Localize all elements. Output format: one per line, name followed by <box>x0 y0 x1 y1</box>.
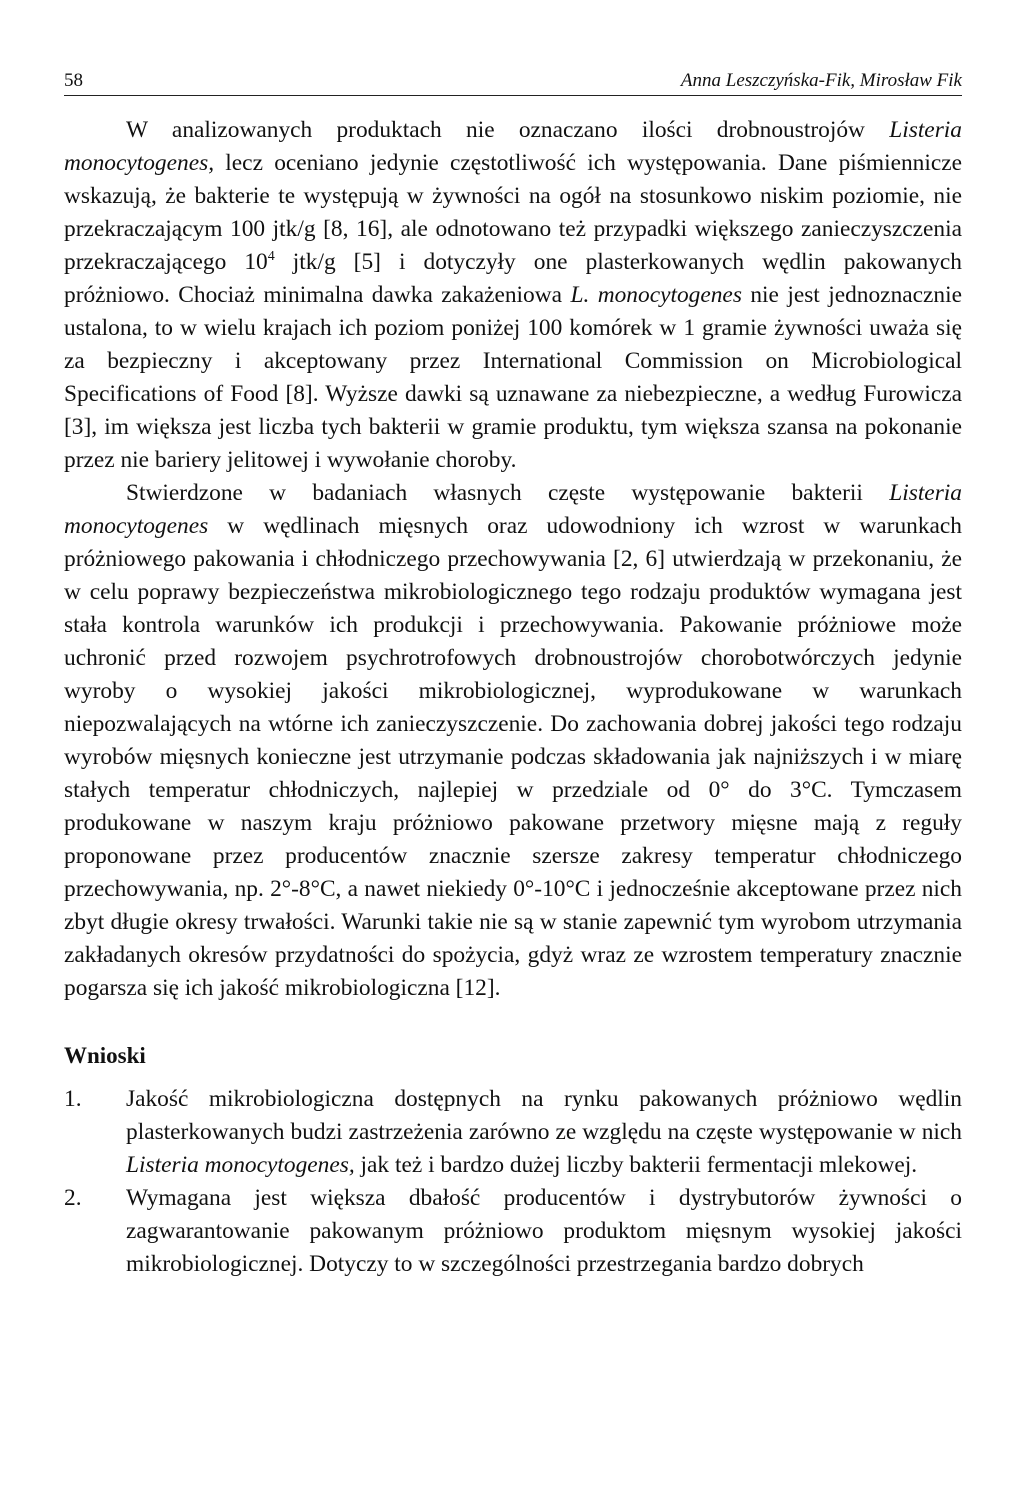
text-run: lecz oceniano jedynie częstotliwość ich występowania. Dane piśmiennicze wskazują, że bakterie te występują w żywności na ogół na stosunkowo niskim poziomie, nie przekraczającym 100 jtk/g [8, 16], ale odnotowano też przypadki większego zanieczyszczenia przekraczającego 10 <box>64 150 962 275</box>
text-run: W analizowanych produktach nie oznaczano ilości drobnoustrojów <box>126 117 890 143</box>
list-item-text <box>126 1182 962 1281</box>
list-item <box>64 1182 962 1281</box>
body-paragraph-2 <box>64 477 962 1005</box>
text-run: nie jest jednoznacznie ustalona, to w wielu krajach ich poziom poniżej 100 komórek w 1 gramie żywności uważa się za bezpieczny i akceptowany przez International Commission on Microbiological Specifications of Food [8]. Wyższe dawki są uznawane za niebezpieczne, a według Furowicza [3], im większa jest liczba tych bakterii w gramie produktu, tym większa szansa na pokonanie przez nie bariery jelitowej i wywołanie choroby. <box>64 282 962 473</box>
running-header <box>64 70 962 96</box>
text-run: w wędlinach mięsnych oraz udowodniony ich wzrost w warunkach próżniowego pakowania i chłodniczego przechowywania [2, 6] utwierdzają w przekonaniu, że w celu poprawy bezpieczeństwa mikrobiologicznego tego rodzaju produktów wymagana jest stała kontrola warunków ich produkcji i przechowywania. Pakowanie próżniowe może uchronić przed rozwojem psychrotrofowych drobnoustrojów chorobotwórczych jedynie wyroby o wysokiej jakości mikrobiologicznej, wyprodukowane w warunkach niepozwalających na wtórne ich zanieczyszczenie. Do zachowania dobrej jakości tego rodzaju wyrobów mięsnych konieczne jest utrzymanie podczas składowania jak najniższych i w miarę stałych temperatur chłodniczych, najlepiej w przedziale od 0° do 3°C. Tymczasem produkowane w naszym kraju próżniowo pakowane przetwory mięsne mają z reguły proponowane przez producentów znacznie szersze zakresy temperatur chłodniczego przechowywania, np. 2°-8°C, a nawet niekiedy 0°-10°C i jednocześnie akceptowane przez nich zbyt długie okresy trwałości. Warunki takie nie są w stanie zapewnić tym wyrobom utrzymania zakładanych okresów przydatności do spożycia, gdyż wraz ze wzrostem temperatury znacznie pogarsza się ich jakość mikrobiologiczna [12]. <box>64 513 962 1001</box>
section-heading: Wnioski <box>64 1043 146 1068</box>
list-number: 1. <box>64 1086 82 1112</box>
page-number: 58 <box>64 70 83 91</box>
text-run: Jakość mikrobiologiczna dostępnych na rynku pakowanych próżniowo wędlin plasterkowanych budzi zastrzeżenia zarówno ze względu na częste występowanie w nich <box>126 1086 962 1145</box>
body-paragraph-1 <box>64 114 962 477</box>
italic-term: L. monocytogenes <box>570 282 742 308</box>
italic-term: Listeria monocytogenes <box>64 480 962 539</box>
text-run: jtk/g [5] i dotyczyły one plasterkowanych wędlin pakowanych próżniowo. Chociaż minimalna dawka zakażeniowa <box>64 249 962 308</box>
list-number: 2. <box>64 1185 82 1211</box>
list-item-text <box>126 1083 962 1182</box>
running-header-authors: Anna Leszczyńska-Fik, Mirosław Fik <box>680 70 962 91</box>
italic-term: Listeria monocytogenes, <box>64 117 962 176</box>
italic-term: Listeria monocytogenes, <box>126 1152 355 1178</box>
list-item <box>64 1083 962 1182</box>
text-run: jak też i bardzo dużej liczby bakterii fermentacji mlekowej. <box>354 1152 918 1178</box>
text-run: Stwierdzone w badaniach własnych częste występowanie bakterii <box>126 480 890 506</box>
superscript: 4 <box>267 249 275 264</box>
text-run: Wymagana jest większa dbałość producentów i dystrybutorów żywności o zagwarantowanie pakowanym próżniowo produktom mięsnym wysokiej jakości mikrobiologicznej. Dotyczy to w szczególności przestrzegania bardzo dobrych <box>126 1185 962 1277</box>
document-page <box>64 70 962 1281</box>
